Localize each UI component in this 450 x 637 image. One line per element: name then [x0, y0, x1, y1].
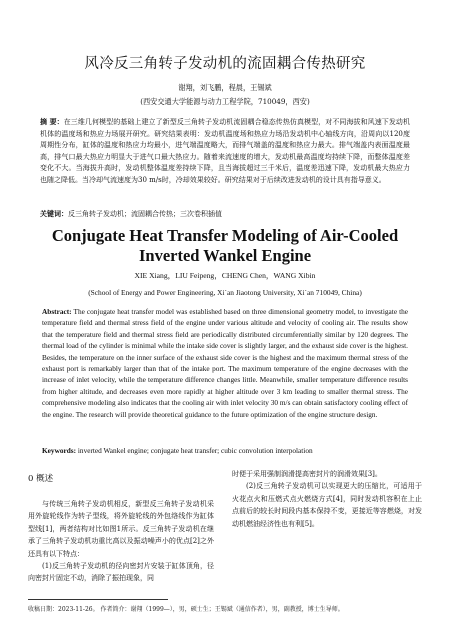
english-authors: XIE Xiang，LIU Feipeng，CHENG Chen，WANG Xibin — [134, 271, 316, 280]
body-paragraph: 与传统三角转子发动机相反，新型反三角转子发动机采用外旋轮线作为转子型线，将外旋轮线的外包络线作为缸体型线[1]，两者结构对比如图1所示。反三角转子发动机在继承了三角转子发动机功重比高以及振动噪声小的优点[2]之外还具有以下特点： — [28, 500, 214, 558]
footnote-divider — [28, 599, 168, 600]
english-abstract-text: The conjugate heat transfer model was established based on three dimensional geometry model, to investigate the temperature field and thermal stress field of the engine under various altitude and velocity of cooling air. The results show that the temperature field and thermal stress field are periodically distributed circumferentially similar by 120 degrees. The thermal load of the cylinder is minimal while the intake side cover is slightly larger, and the exhaust side cover is the highest. Besides, the temperature on the inner surface of the exhaust side cover is the highest and the maximum thermal stress of the exhaust port is remarkably larger than that of the intake port. The maximum temperature of the engine decreases with the increase of inlet velocity, while the temperature difference changes little. Meanwhile, smaller temperature difference results from higher altitude, and decreases even more rapidly at higher altitude over 3 km leading to smaller thermal stress. The comprehensive modeling also indicates that the cooling air with inlet velocity 30 m/s can obtain satisfactory cooling effect of the engine. The research will provide theoretical guidance to the future optimization of the engine structure design. — [42, 307, 409, 419]
chinese-abstract — [40, 116, 410, 187]
english-abstract — [42, 306, 408, 420]
english-keywords — [42, 445, 408, 456]
body-paragraph: 时便于采用强制润滑提高密封片的润滑效果[3]。 — [232, 470, 382, 478]
english-title-line2: Inverted Wankel Engine — [138, 246, 312, 265]
body-right-column — [232, 468, 422, 530]
english-affiliation: (School of Energy and Power Engineering, Xi`an Jiaotong University, Xi`an 710049, China) — [88, 288, 362, 297]
section-heading-overview: 0 概述 — [28, 474, 54, 484]
body-left-column — [28, 472, 214, 585]
chinese-keywords — [40, 208, 410, 221]
english-abstract-label: Abstract: — [42, 307, 72, 316]
chinese-keywords-label: 关键词： — [40, 209, 68, 218]
english-title-line1: Conjugate Heat Transfer Modeling of Air-Cooled — [51, 226, 399, 245]
chinese-abstract-text: 在三维几何模型的基础上建立了新型反三角转子发动机流固耦合稳态传热仿真模型，对不同海拔和风速下发动机机体的温度场和热应力场展开研究。研究结果表明：发动机温度场和热应力场沿发动机中心轴线方向，沿周向以120度周期性分布，缸体的温度和热应力均最小，进气端温度略大，而排气端盖的温度和热应力最大。排气端盖内表面温度最高，排气口最大热应力明显大于进气口最大热应力。随着来流速度的增大，发动机最高温度均持续下降，而整体温度差变化不大。当海拔升高时，发动机整体温度差持续下降，且当海拔超过三千米后，温度差迅速下降，发动机最大热应力也随之降低。当冷却气流速度为30 m/s时，冷却效果较好。研究结果对于后续改进发动机的设计具有指导意义。 — [40, 118, 411, 184]
english-keywords-label: Keywords: — [42, 446, 77, 455]
english-title — [20, 226, 430, 266]
body-paragraph: (2)反三角转子发动机可以实现更大的压缩比，可适用于火花点火和压燃式点火燃烧方式[4]，同时发动机容积在上止点前后的较长时间段内基本保持不变，更接近等容燃烧，对发动机燃油经济性也有利[5]。 — [232, 482, 422, 528]
footnote: 收稿日期：2023-11-26。 作者简介：谢翔（1999—），男，硕士生；王锡斌（通信作者），男，副教授，博士生导师。 — [28, 606, 344, 613]
chinese-authors: 谢翔，刘飞鹏，程晨，王锡斌 — [178, 83, 272, 92]
chinese-title: 风冷反三角转子发动机的流固耦合传热研究 — [84, 56, 366, 72]
chinese-keywords-text: 反三角转子发动机；流固耦合传热；三次卷积插值 — [68, 210, 222, 218]
chinese-abstract-label: 摘 要： — [40, 117, 64, 126]
english-keywords-text: inverted Wankel engine; conjugate heat transfer; cubic convolution interpolation — [77, 446, 313, 455]
chinese-affiliation: (西安交通大学能源与动力工程学院，710049，西安) — [140, 97, 310, 106]
body-paragraph: (1)反三角转子发动机的径向密封片安装于缸体顶角，径向密封片固定不动，消除了振拍现象，同 — [28, 562, 214, 583]
